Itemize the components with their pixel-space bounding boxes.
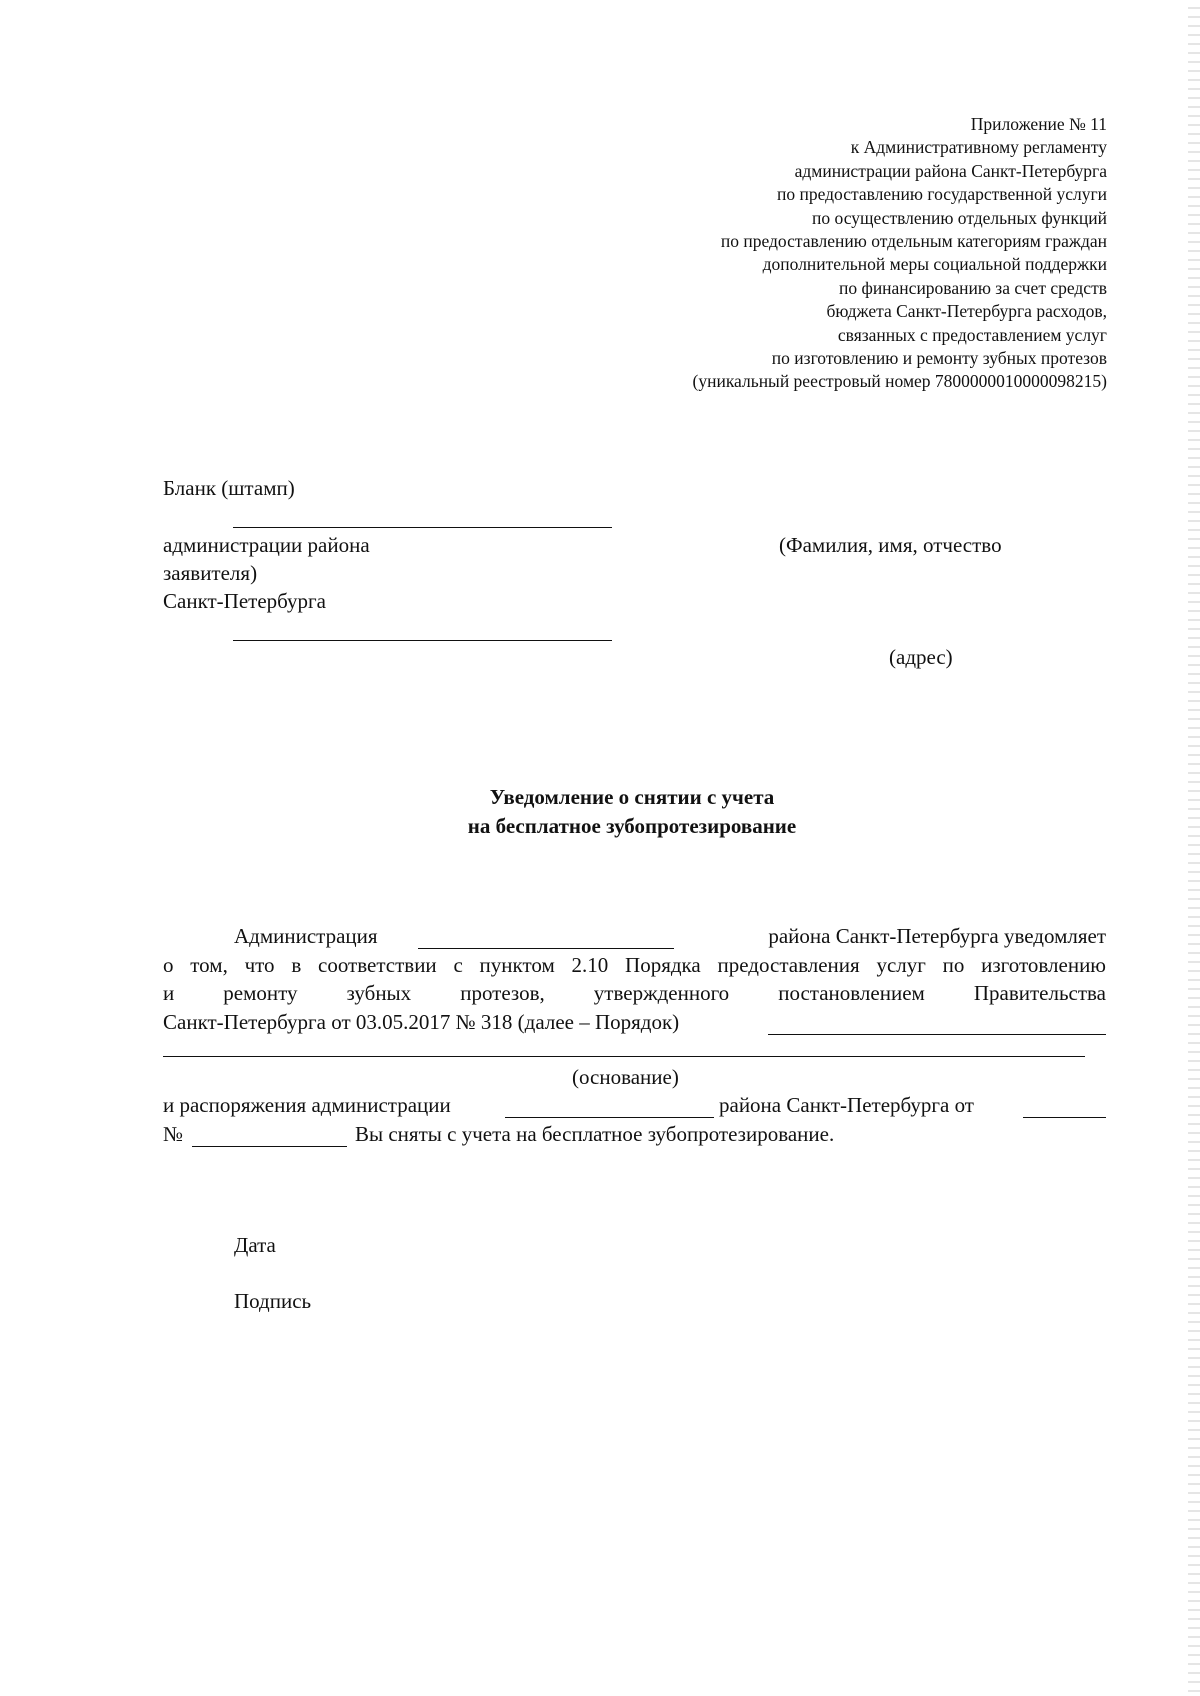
order-number-blank: [192, 1146, 347, 1147]
appendix-line: администрации района Санкт-Петербурга: [794, 160, 1107, 181]
body-line-6: Вы сняты с учета на бесплатное зубопротезирование.: [355, 1122, 835, 1146]
appendix-line: (уникальный реестровый номер 7800000010000098215): [692, 371, 1107, 392]
scan-edge-artifact: [1188, 0, 1200, 1696]
appendix-line: связанных с предоставлением услуг: [837, 324, 1107, 345]
body-administration-word: Администрация: [234, 924, 378, 948]
title-line-1: Уведомление о снятии с учета: [489, 785, 775, 809]
blank-stamp-label: Бланк (штамп): [163, 476, 295, 500]
appendix-line: по осуществлению отдельных функций: [812, 207, 1107, 228]
date-label: Дата: [234, 1233, 276, 1257]
body-line-5-end: района Санкт-Петербурга от: [719, 1093, 974, 1117]
appendix-line: дополнительной меры социальной поддержки: [762, 254, 1107, 275]
order-number-sign: №: [163, 1122, 184, 1146]
body-line-5-start: и распоряжения администрации: [163, 1093, 451, 1117]
district-blank-1: [418, 948, 674, 949]
appendix-line: по финансированию за счет средств: [838, 277, 1107, 298]
body-line-2: о том, что в соответствии с пунктом 2.10 Порядка предоставления услуг по изготовлению: [163, 953, 1106, 977]
body-line-3: и ремонту зубных протезов, утвержденного постановлением Правительства: [163, 981, 1106, 1005]
appendix-line: к Административному регламенту: [850, 137, 1107, 158]
basis-caption: (основание): [572, 1065, 679, 1089]
letterhead-admin-district: администрации района: [163, 533, 370, 557]
basis-blank-2: [163, 1056, 1085, 1057]
appendix-line: по предоставлению государственной услуги: [777, 184, 1107, 205]
letterhead-applicant: заявителя): [163, 561, 258, 585]
body-notifies: района Санкт-Петербурга уведомляет: [768, 924, 1106, 948]
recipient-address: (адрес): [889, 645, 953, 669]
recipient-fio: (Фамилия, имя, отчество: [779, 533, 1002, 557]
order-date-blank: [1023, 1117, 1106, 1118]
title-line-2: на бесплатное зубопротезирование: [467, 814, 797, 838]
appendix-header: [547, 113, 1107, 394]
stamp-underline: [233, 527, 612, 528]
appendix-line: по изготовлению и ремонту зубных протезов: [771, 348, 1107, 369]
letterhead-city: Санкт-Петербурга: [163, 589, 326, 613]
body-line-4: Санкт-Петербурга от 03.05.2017 № 318 (далее – Порядок): [163, 1010, 680, 1034]
appendix-line: Приложение № 11: [970, 114, 1107, 134]
address-underline: [233, 640, 612, 641]
appendix-line: по предоставлению отдельным категориям граждан: [720, 231, 1107, 252]
order-district-blank: [505, 1117, 714, 1118]
document-title: [0, 783, 1200, 841]
basis-blank-1: [768, 1034, 1106, 1035]
signature-label: Подпись: [234, 1289, 312, 1313]
appendix-line: бюджета Санкт-Петербурга расходов,: [826, 301, 1107, 322]
